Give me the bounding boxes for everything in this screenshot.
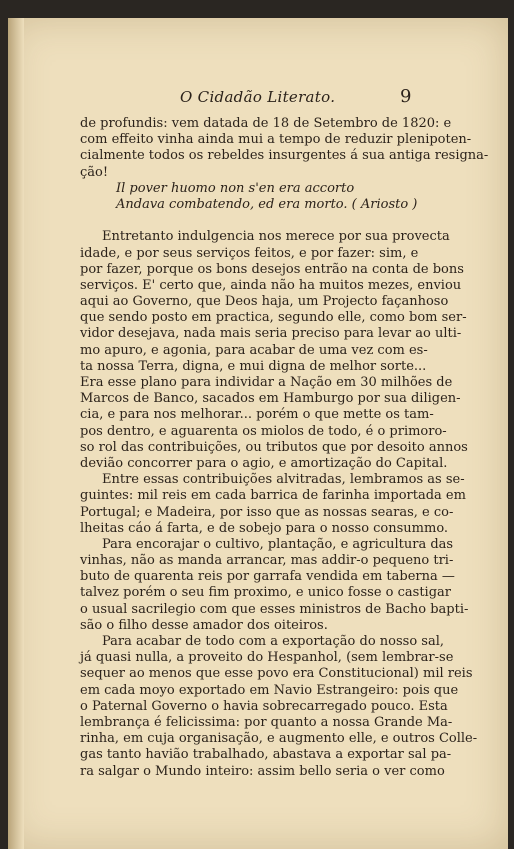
text-line: o usual sacrilegio com que esses ministros de Bacho bapti- [80, 601, 469, 617]
text-line: Entre essas contribuições alvitradas, lembramos as se- [102, 472, 465, 488]
text-line: já quasi nulla, a proveito do Hespanhol, (sem lembrar-se [80, 650, 454, 666]
text-line: rinha, em cuja organisação, e augmento elle, e outros Colle- [80, 731, 478, 747]
text-line: ta nossa Terra, digna, e mui digna de melhor sorte... [80, 358, 427, 374]
text-line: ção! [80, 164, 109, 180]
text-line: guintes: mil reis em cada barrica de farinha importada em [80, 488, 466, 504]
text-line [80, 213, 432, 229]
text-line: mo apuro, e agonia, para acabar de uma vez com es- [80, 342, 428, 358]
text-line: talvez porém o seu fim proximo, e unico fosse o castigar [80, 585, 452, 601]
text-line: Il pover huomo non s'en era accorto [116, 180, 355, 196]
text-line: vidor desejava, nada mais seria preciso para levar ao ulti- [80, 326, 462, 342]
page-number: 9 [400, 86, 412, 107]
text-line: cialmente todos os rebeldes insurgentes á sua antiga resigna- [80, 148, 489, 164]
book-page [8, 18, 508, 849]
body-text [80, 116, 489, 780]
text-line: Era esse plano para individar a Nação em 30 milhões de [80, 375, 453, 390]
text-line: Portugal; e Madeira, por isso que as nossas searas, e co- [80, 504, 454, 520]
page-gutter [8, 18, 24, 849]
text-line: lheitas cáo á farta, e de sobejo para o nosso consummo. [80, 520, 449, 536]
text-line: lembrança é felicissima: por quanto a nossa Grande Ma- [80, 714, 453, 730]
text-line: cia, e para nos melhorar... porém o que mette os tam- [80, 407, 434, 423]
text-line: em cada moyo exportado em Navio Estrangeiro: pois que [80, 682, 459, 698]
running-header [8, 88, 508, 112]
text-line: devião concorrer para o agio, e amortização do Capital. [80, 455, 448, 471]
text-line: Entretanto indulgencia nos merece por sua provecta [102, 229, 450, 245]
text-line: pos dentro, e aguarenta os miolos de todo, é o primoro- [80, 423, 447, 439]
text-line: por fazer, porque os bons desejos entrão na conta de bons [80, 261, 464, 277]
text-line: que sendo posto em practica, segundo elle, como bom ser- [80, 310, 467, 326]
text-line: idade, e por seus serviços feitos, e por fazer: sim, e [80, 245, 419, 261]
text-line: Para acabar de todo com a exportação do nosso sal, [102, 634, 444, 649]
text-line: Andava combatendo, ed era morto. ( Ariosto ) [116, 196, 418, 212]
running-title: O Cidadão Literato. [180, 88, 336, 106]
text-line: serviços. E' certo que, ainda não ha muitos mezes, enviou [80, 277, 462, 293]
text-line: ra salgar o Mundo inteiro: assim bello seria o ver como [80, 763, 445, 779]
text-line: buto de quarenta reis por garrafa vendida em taberna — [80, 569, 455, 585]
text-line: sequer ao menos que esse povo era Constitucional) mil reis [80, 666, 473, 682]
text-line: Marcos de Banco, sacados em Hamburgo por sua diligen- [80, 391, 461, 407]
text-line: de profundis: vem datada de 18 de Setembro de 1820: e [80, 116, 452, 131]
text-line: vinhas, não as manda arrancar, mas addir-o pequeno tri- [80, 553, 454, 569]
text-line: gas tanto havião trabalhado, abastava a exportar sal pa- [80, 747, 452, 763]
text-line: so rol das contribuições, ou tributos que por desoito annos [80, 439, 468, 455]
text-line: são o filho desse amador dos oiteiros. [80, 617, 328, 633]
text-line: aqui ao Governo, que Deos haja, um Projecto façanhoso [80, 294, 449, 310]
text-line: Para encorajar o cultivo, plantação, e agricultura das [102, 536, 454, 552]
text-line: com effeito vinha ainda mui a tempo de reduzir plenipoten- [80, 132, 472, 148]
text-line: o Paternal Governo o havia sobrecarregado pouco. Esta [80, 698, 448, 714]
